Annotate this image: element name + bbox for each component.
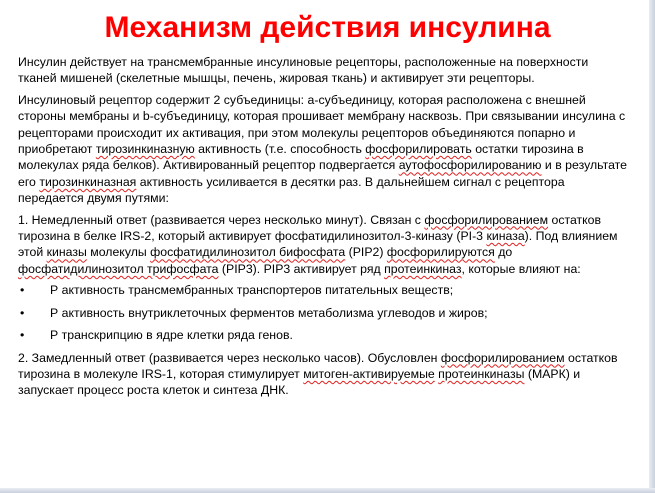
text-run: (PIP3). PIP3 активирует ряд bbox=[218, 261, 385, 276]
text-run: остатков тирозина в молекуле IRS-1, которая стимулирует bbox=[18, 350, 618, 381]
text-run: , которые влияют на: bbox=[461, 261, 581, 276]
bullet-icon: • bbox=[20, 283, 25, 298]
slide-title: Механизм действия инсулина bbox=[104, 11, 551, 44]
spellcheck-word: протеинкиназ bbox=[384, 261, 462, 276]
slide-shadow-right bbox=[649, 0, 655, 493]
list-item bbox=[18, 305, 630, 321]
paragraph-receptor bbox=[18, 92, 630, 207]
spellcheck-word: протеинкиназы bbox=[438, 366, 525, 381]
text-run: активность (т.е. способность bbox=[194, 142, 366, 157]
spellcheck-word: аутофосфорилированию bbox=[398, 158, 542, 173]
bullet-icon: • bbox=[20, 328, 25, 343]
paragraph-intro: Инсулин действует на трансмембранные инсулиновые рецепторы, расположенные на поверхности тканей мишеней (скелетные мышцы, печень, жировая ткань) и активирует эти рецепторы. bbox=[18, 55, 589, 86]
list-item bbox=[18, 282, 630, 298]
text-run: до bbox=[494, 245, 513, 260]
spellcheck-word: фосфорилированием bbox=[440, 350, 565, 365]
text-run: 1. Немедленный ответ (развивается через несколько минут). Связан с bbox=[18, 212, 425, 227]
spellcheck-word: фосфорилируются bbox=[386, 245, 495, 260]
spellcheck-word: фосфатидилинозитол трифосфата bbox=[18, 261, 219, 276]
effects-list bbox=[18, 282, 630, 343]
text-run: Инсулиновый рецептор содержит 2 субъединицы: а-субъединицу, которая расположена с внешней стороны мембраны и b-субъединицу, которая прошивает мембрану насквозь. При связывании инсулина с рецепторами происходит их активация, при этом молекулы рецепторов объединяются попарно и приобретают bbox=[18, 92, 626, 157]
text-run: (PIP2) bbox=[345, 245, 387, 260]
slide-body bbox=[18, 54, 630, 404]
spellcheck-word: фосфорилировать bbox=[365, 142, 472, 157]
text-run: остатки тирозина в молекулах ряда белков). Активированный рецептор подвергается bbox=[18, 142, 584, 173]
list-item-text: Р транскрипцию в ядре клетки ряда генов. bbox=[50, 328, 293, 343]
list-item bbox=[18, 327, 630, 343]
text-run: остатков тирозина в белке IRS-2, который активирует фосфатидилинозитол-3-киназу (PI-3 bbox=[18, 212, 602, 244]
spellcheck-word: киназы bbox=[46, 245, 87, 260]
text-run: (МАРК) и запускает процесс роста клеток и синтеза ДНК. bbox=[18, 366, 581, 398]
list-item-text: Р активность трансмембранных транспортеров питательных веществ; bbox=[50, 283, 454, 298]
text-run: 2. Замедленный ответ (развивается через несколько часов). Обусловлен bbox=[18, 350, 441, 365]
text-run: молекулы bbox=[86, 245, 151, 260]
text-run: ). Под влиянием этой bbox=[18, 229, 618, 260]
spellcheck-word: тирозинкиназная bbox=[39, 174, 137, 189]
spellcheck-word: фосфатидилинозитол бифосфата bbox=[150, 245, 346, 260]
spellcheck-word: фосфорилированием bbox=[424, 212, 549, 227]
spellcheck-word: тирозинкиназную bbox=[95, 142, 195, 157]
text-run: и в результате его bbox=[18, 158, 627, 189]
list-item-text: Р активность внутриклеточных ферментов метаболизма углеводов и жиров; bbox=[50, 305, 488, 320]
spellcheck-word: митоген-активируемые bbox=[303, 366, 435, 381]
text-run: активность усиливается в десятки раз. В дальнейшем сигнал с рецептора передается двумя путями: bbox=[18, 174, 565, 206]
spellcheck-word: киназа bbox=[486, 229, 525, 244]
paragraph-delayed-response bbox=[18, 350, 630, 399]
slide-shadow-bottom bbox=[0, 488, 655, 493]
bullet-icon: • bbox=[20, 305, 25, 320]
paragraph-immediate-response bbox=[18, 212, 630, 278]
